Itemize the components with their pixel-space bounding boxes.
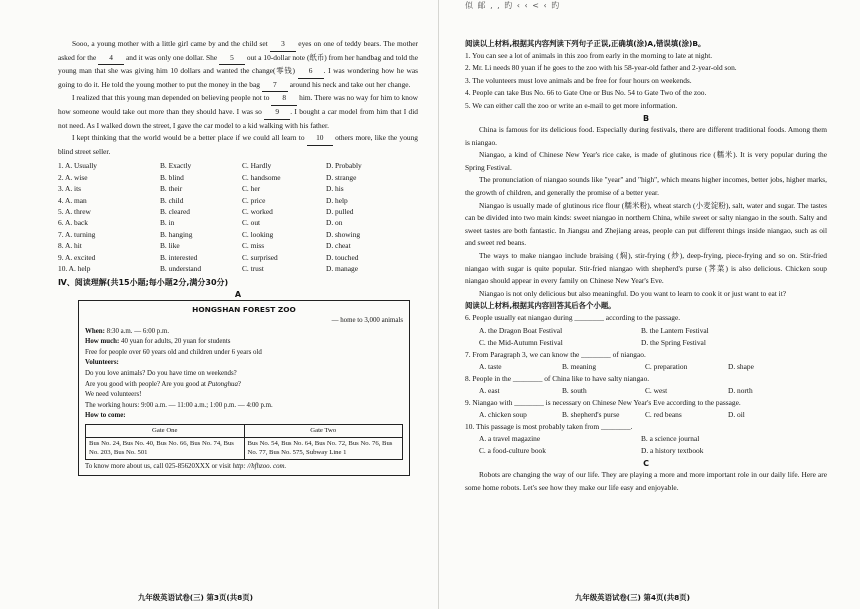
option: D. oil	[728, 410, 745, 420]
question-options	[465, 433, 827, 445]
zoo-free: Free for people over 60 years old and children under 6 years old	[85, 348, 262, 356]
zoo-volunteer-line	[85, 380, 403, 391]
option: B. like	[160, 241, 180, 251]
passage-b-paragraph: The ways to make niangao include braising (焖), stir-frying (炒), deep-frying, piece-frying and so on. Stir-fried niangao with sugar is quite popular. Stir-fried niangao with shepherd's purse (荠菜) is also delicious. Chicken soup niangao should appear in every family on Chinese New Year's Eve.	[465, 250, 827, 286]
text: . I bought a car model from him that I did not need. As I walked down the street, I gave the car model to a kid walking with his father.	[58, 106, 418, 130]
gates-table	[85, 424, 403, 460]
option: C. her	[242, 184, 261, 194]
blank-8: 8	[271, 92, 297, 106]
zoo-how-to-come: How to come:	[85, 412, 126, 420]
question: 6. People usually eat niangao during ________ according to the passage.	[465, 313, 681, 323]
option: B. hanging	[160, 229, 193, 239]
option-row	[58, 252, 418, 263]
option-row	[58, 172, 418, 183]
passage-letter-c: C	[643, 459, 649, 469]
label: How much:	[85, 338, 120, 346]
option: D. strange	[326, 172, 357, 182]
question: 7. From Paragraph 3, we can know the ________ of niangao.	[465, 349, 646, 359]
option: C. west	[645, 385, 668, 395]
option: 5. A. threw	[58, 206, 91, 216]
text: ?	[237, 380, 241, 388]
option: B. meaning	[562, 361, 597, 371]
option: D. pulled	[326, 206, 354, 216]
option-row	[58, 160, 418, 171]
zoo-volunteers-label: Volunteers:	[85, 359, 119, 367]
option: 1. A. Usually	[58, 161, 98, 171]
zoo-subtitle: — home to 3,000 animals	[331, 317, 403, 324]
blank-5: 5	[219, 52, 245, 66]
option: A. taste	[479, 361, 502, 371]
option: 9. A. excited	[58, 252, 96, 262]
passage-b-paragraph: Niangao, a kind of Chinese New Year's rice cake, is made of glutinous rice (糯米). It is very popular during the Spring Festival.	[465, 150, 827, 172]
option: 2. A. wise	[58, 172, 88, 182]
page-footer: 九年级英语试卷(三) 第4页(共8页)	[575, 593, 691, 602]
text: and it was only one dollar. She	[126, 52, 218, 62]
statement: 1. You can see a lot of animals in this zoo from early in the morning to late at night.	[465, 51, 713, 60]
blank-6: 6	[298, 65, 324, 79]
option: D. touched	[326, 252, 359, 262]
option: D. manage	[326, 264, 359, 273]
option: C. worked	[242, 206, 273, 216]
text: Putonghua	[207, 380, 238, 388]
option: D. the Spring Festival	[641, 337, 706, 347]
passage-letter-b: B	[642, 114, 650, 124]
option: B. understand	[160, 264, 202, 273]
blank-7: 7	[262, 79, 288, 93]
option-row	[58, 183, 418, 194]
option: D. a history textbook	[641, 446, 704, 456]
statement: 4. People can take Bus No. 66 to Gate One or Bus No. 54 to Gate Two of the zoo.	[465, 88, 707, 98]
option: C. red beans	[645, 410, 682, 420]
option: D. shape	[728, 361, 754, 371]
text: I realized that this young man depended on believing people not to	[72, 93, 270, 103]
gate-one-buses: Bus No. 24, Bus No. 40, Bus No. 66, Bus No. 74, Bus No. 203, Bus No. 501	[86, 437, 245, 459]
page-divider	[438, 0, 439, 609]
gate-two-buses: Bus No. 54, Bus No. 64, Bus No. 72, Bus No. 76, Bus No. 77, Bus No. 575, Subway Line 1	[244, 437, 403, 459]
statement: 2. Mr. Li needs 80 yuan if he goes to the zoo with his 58-year-old father and 2-year-old son.	[465, 63, 737, 73]
option-row	[58, 195, 418, 206]
instructions-true-false: 阅读以上材料,根据其内容判读下列句子正误,正确填(涂)A,错误填(涂)B。	[465, 39, 706, 48]
option: 4. A. man	[58, 195, 87, 205]
option-row	[58, 229, 418, 240]
passage-b-paragraph: China is famous for its delicious food. Especially during festivals, there are different traditional foods. Among them is niangao.	[465, 125, 827, 147]
option: 3. A. its	[58, 184, 81, 194]
question-options	[465, 325, 827, 337]
option: B. a science journal	[641, 434, 700, 444]
gate-two-header: Gate Two	[244, 424, 403, 437]
option: B. shepherd's purse	[562, 410, 620, 420]
option: D. showing	[326, 229, 361, 239]
question: 8. People in the ________ of China like to have salty niangao.	[465, 373, 650, 383]
text: him. There was no way for him to know how someone would take out more than they should have. I was so	[58, 93, 418, 116]
option-row	[58, 206, 418, 217]
zoo-volunteer-line: The working hours: 9:00 a.m. — 11:00 a.m.; 1:00 p.m. — 4:00 p.m.	[85, 401, 273, 409]
option: B. Exactly	[160, 161, 192, 171]
passage-letter-a: A	[234, 290, 242, 300]
question-options	[465, 361, 827, 373]
question-options	[465, 445, 827, 457]
section-heading: Ⅳ、阅读理解(共15小题;每小题2分,满分30分)	[58, 278, 229, 288]
text: eyes on one of teddy bears. The mother asked for the	[58, 39, 418, 62]
option: A. chicken soup	[479, 410, 527, 420]
option: D. north	[728, 385, 753, 395]
option: 6. A. back	[58, 218, 88, 228]
option: A. a travel magazine	[479, 434, 541, 444]
option: C. surprised	[242, 252, 278, 262]
option: B. cleared	[160, 206, 190, 216]
passage-b-paragraph: Niangao is not only delicious but also meaningful. Do you want to learn to cook it or just want to eat it?	[479, 288, 787, 298]
option: B. in	[160, 218, 175, 228]
passage-b-paragraph: Niangao is usually made of glutinous rice flour (糯米粉), wheat starch (小麦淀粉), salt, water and sugar. The tastes can be divided into two main kinds: sweet niangao in northern China, while sweet or salty niangao in the south. Salty and sweet tastes are both fantastic. In Jiangsu and Zhejiang areas, people can put different things inside niangao, such as oil and sweet red beans.	[465, 200, 827, 248]
torn-header-fragment: 似 邮 , , 旳 ‹ ‹ < ‹ 旳	[465, 1, 561, 10]
question-options	[465, 385, 827, 397]
left-page	[58, 0, 418, 609]
option: C. Hardly	[242, 161, 272, 171]
text: Are you good with people? Are you good at	[85, 380, 208, 388]
option: C. the Mid-Autumn Festival	[479, 337, 563, 347]
question-options	[465, 409, 827, 421]
option: 7. A. turning	[58, 229, 96, 239]
zoo-price	[85, 337, 403, 348]
label: When:	[85, 327, 105, 335]
option: C. trust	[242, 264, 264, 273]
cloze-paragraph-3	[58, 132, 418, 158]
value: 8:30 a.m. — 6:00 p.m.	[106, 327, 170, 335]
text: others more, like the young blind street seller.	[58, 133, 418, 156]
option-row	[58, 263, 418, 274]
option: A. east	[479, 385, 500, 395]
option: C. a food-culture book	[479, 446, 546, 456]
text: To know more about us, call 025-85620XXX or visit	[85, 462, 233, 470]
zoo-title: HONGSHAN FOREST ZOO	[192, 305, 296, 315]
option: B. the Lantern Festival	[641, 325, 709, 335]
question-options	[465, 337, 827, 349]
option: A. the Dragon Boat Festival	[479, 325, 563, 335]
option: C. looking	[242, 229, 274, 239]
page-footer: 九年级英语试卷(三) 第3页(共8页)	[138, 593, 254, 602]
zoo-volunteer-line: Do you love animals? Do you have time on weekends?	[85, 369, 237, 377]
blank-9: 9	[264, 106, 290, 120]
option: C. price	[242, 195, 266, 205]
option: 10. A. help	[58, 264, 91, 273]
option: B. south	[562, 385, 587, 395]
text: I kept thinking that the world would be a better place if we could all learn to	[72, 133, 305, 143]
option: D. Probably	[326, 161, 362, 171]
option: D. on	[326, 218, 343, 228]
right-page	[465, 0, 827, 609]
zoo-website-link: http: //hfhzoo. com.	[232, 462, 287, 470]
option-row	[58, 240, 418, 251]
option-row	[58, 217, 418, 228]
statement: 5. We can either call the zoo or write an e-mail to get more information.	[465, 100, 678, 110]
instructions-questions: 阅读以上材料,根据其内容回答其后各个小题。	[465, 301, 616, 311]
gate-one-header: Gate One	[86, 424, 245, 437]
option: D. his	[326, 184, 344, 194]
zoo-when	[85, 327, 403, 338]
option: D. cheat	[326, 241, 351, 251]
option: 8. A. hit	[58, 241, 82, 251]
zoo-contact	[85, 462, 403, 473]
option: C. preparation	[645, 361, 688, 371]
zoo-volunteer-line: We need volunteers!	[85, 391, 142, 399]
passage-c-paragraph: Robots are changing the way of our life. They are playing a more and more important role in our daily life. Here are some home robots. Let's see how they make our life easy and enjoyable.	[465, 470, 827, 492]
text: out a 10-dollar note (纸币) from her handbag and told the young man that she was giving him 10 dollars and wanted the change(零钱)	[58, 52, 419, 76]
question: 9. Niangao with ________ is necessary on Chinese New Year's Eve according to the passage.	[465, 397, 741, 407]
option: C. handsome	[242, 172, 281, 182]
option: B. their	[160, 184, 183, 194]
option: B. interested	[160, 252, 198, 262]
cloze-paragraph-1	[58, 38, 418, 92]
passage-b-paragraph: The pronunciation of niangao sounds like "year" and "high", which means higher incomes, better jobs, higher marks, the growth of children, and generally the promise of a better year.	[465, 175, 827, 197]
question: 10. This passage is most probably taken from ________.	[465, 422, 633, 432]
option: B. child	[160, 195, 184, 205]
option: D. help	[326, 195, 348, 205]
statement: 3. The volunteers must love animals and be free for four hours on weekends.	[465, 75, 692, 85]
cloze-options	[58, 160, 418, 274]
value: 40 yuan for adults, 20 yuan for students	[121, 338, 231, 346]
text: Sooo, a young mother with a little girl came by and the child set	[72, 39, 268, 48]
blank-3: 3	[270, 38, 296, 52]
option: B. blind	[160, 172, 184, 182]
option: C. miss	[242, 241, 265, 251]
zoo-notice-box	[78, 300, 410, 476]
option: C. out	[242, 218, 261, 228]
cloze-paragraph-2	[58, 92, 418, 132]
blank-10: 10	[307, 132, 333, 146]
blank-4: 4	[98, 52, 124, 66]
text: . I was wondering how he was going to do it. He told the young mother to put the money in the bag	[58, 66, 418, 89]
text: around his neck and take out her change.	[289, 79, 411, 89]
